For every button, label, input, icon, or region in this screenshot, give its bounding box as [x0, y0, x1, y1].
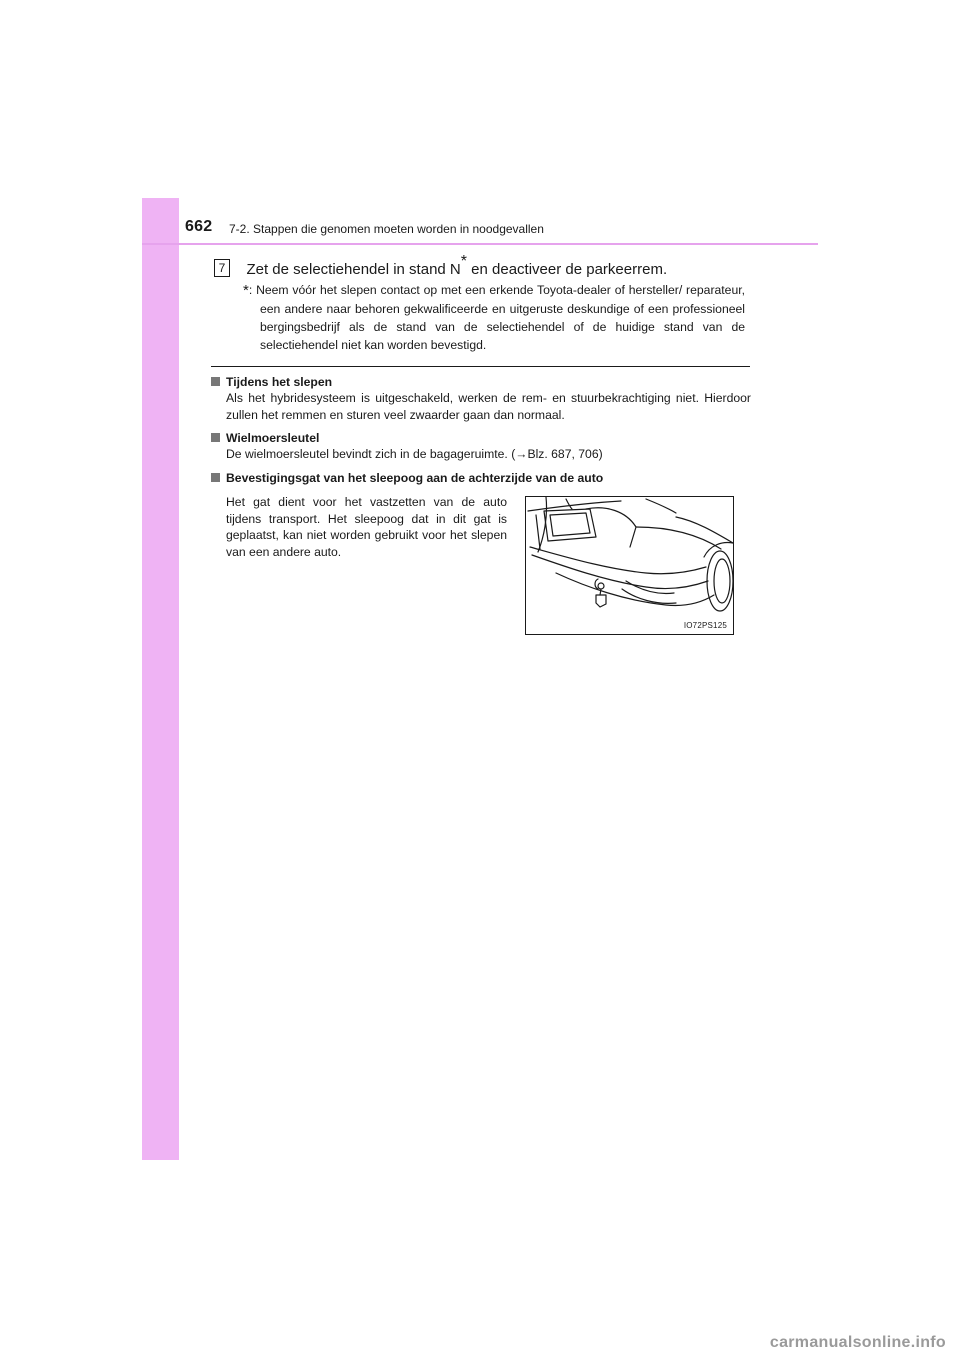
topic-title: Wielmoersleutel [226, 431, 320, 445]
car-rear-drawing [526, 497, 733, 634]
topic-body: De wielmoersleutel bevindt zich in de bagageruimte. (→Blz. 687, 706) [226, 447, 603, 461]
step-7 [214, 255, 754, 279]
page-number: 662 [185, 218, 213, 235]
chapter-sidebar-tab [142, 198, 179, 1160]
square-bullet-icon [211, 377, 220, 386]
step-number-box: 7 [214, 259, 230, 277]
square-bullet-icon [211, 433, 220, 442]
rear-bumper-illustration [525, 496, 734, 635]
header-rule [142, 243, 818, 245]
topic-title: Tijdens het slepen [226, 375, 333, 389]
topic-body: Als het hybridesysteem is uitgeschakeld, werken de rem- en stuurbekrachtiging niet. Hierdoor zullen het remmen en sturen veel zwaarder gaan dan normaal. [226, 391, 751, 422]
topic-body: Het gat dient voor het vastzetten van de auto tijdens transport. Het sleepoog dat in dit gat is geplaatst, kan niet worden gebruikt voor het slepen van een andere auto. [226, 495, 507, 559]
watermark-logo: carmanualsonline.info [769, 1334, 946, 1351]
section-divider [211, 366, 750, 367]
footnote-text: : Neem vóór het slepen contact op met een erkende Toyota-dealer of hersteller/ reparateur, een andere naar behoren gekwalificeerde en uitgeruste deskundige of een professioneel bergingsbedrijf als de stand van de selectiehendel of de huidige stand van de selectiehendel niet kan worden bevestigd. [248, 283, 745, 352]
square-bullet-icon [211, 473, 220, 482]
topic-towing [211, 374, 751, 424]
topic-tow-eye-hole [211, 470, 751, 486]
footnote [243, 281, 745, 354]
running-head: 7-2. Stappen die genomen moeten worden in noodgevallen [229, 222, 544, 236]
step-footnote-mark: * [460, 253, 467, 270]
step-text-after: en deactiveer de parkeerrem. [467, 261, 668, 278]
topic-title: Bevestigingsgat van het sleepoog aan de achterzijde van de auto [226, 471, 604, 485]
footnote-mark: * [243, 282, 249, 299]
step-text-before: Zet de selectiehendel in stand N [246, 261, 461, 278]
step-text [246, 253, 668, 278]
topic-wheel-nut-wrench [211, 430, 751, 463]
figure-code: IO72PS125 [683, 621, 727, 630]
